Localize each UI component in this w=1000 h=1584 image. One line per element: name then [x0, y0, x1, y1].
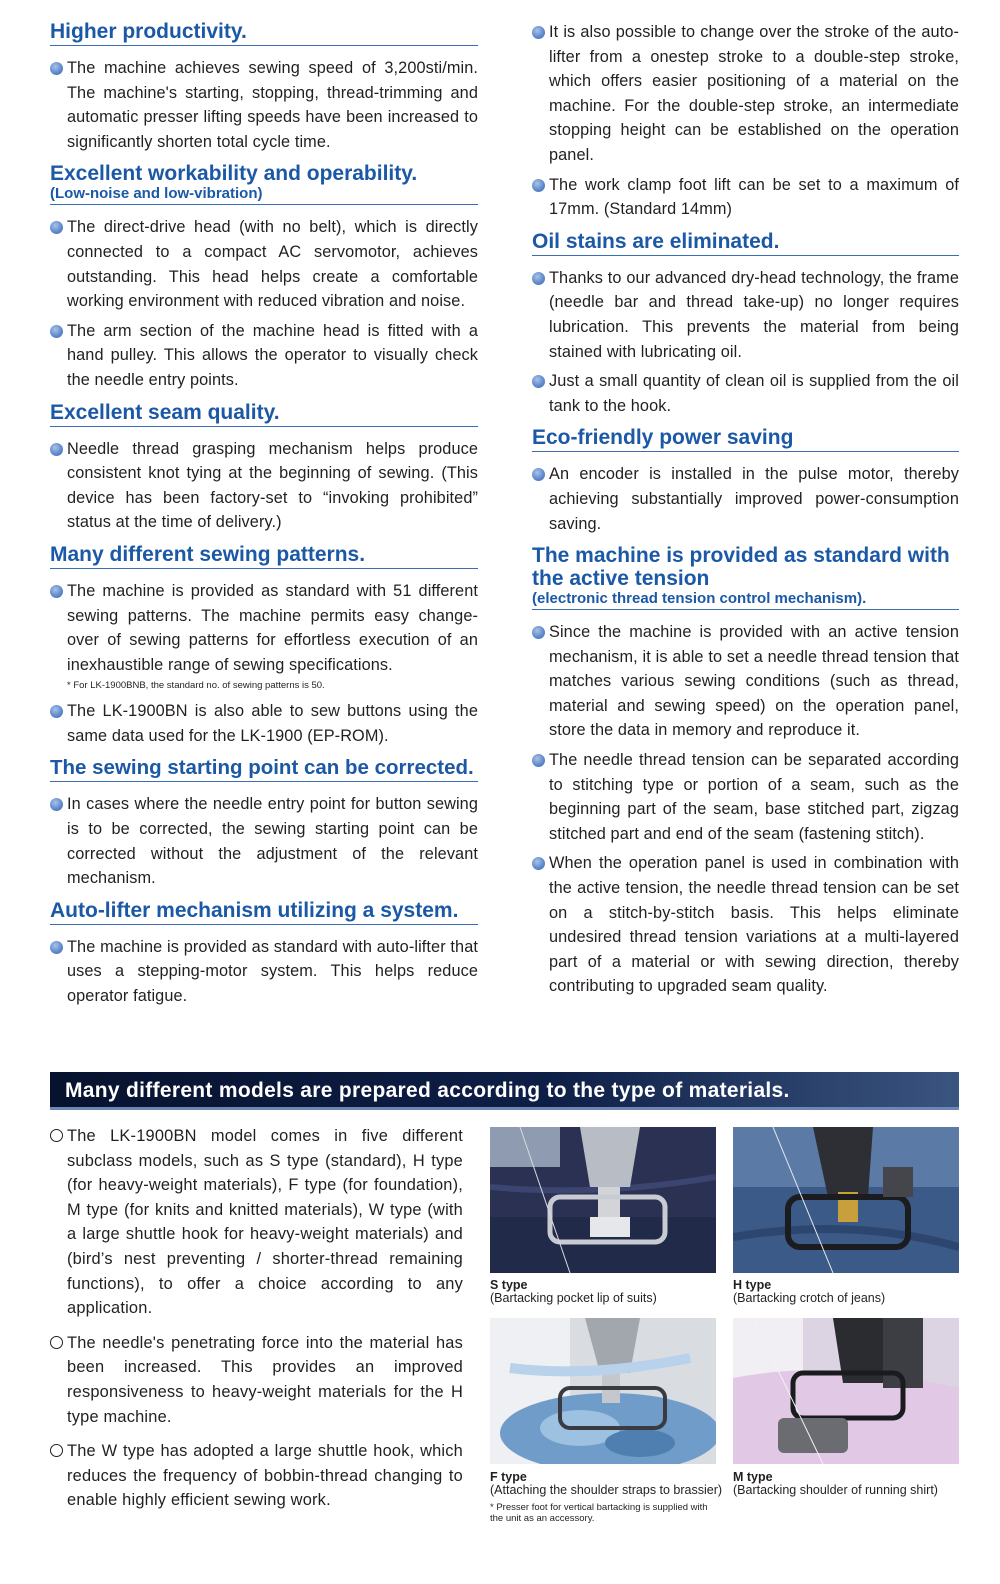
bullet-dot-icon — [532, 375, 545, 388]
photo-caption: S type (Bartacking pocket lip of suits) — [490, 1278, 657, 1305]
circle-bullet-icon — [50, 1129, 63, 1142]
photo-caption: H type (Bartacking crotch of jeans) — [733, 1278, 886, 1305]
bullet-item: The machine is provided as standard with auto-lifter that uses a stepping-motor system. This helps reduce operator fatigue. — [50, 935, 478, 1009]
bullet-dot-icon — [532, 272, 545, 285]
bullet-item: An encoder is installed in the pulse motor, thereby achieving substantially improved power-consumption saving. — [532, 462, 959, 536]
bullet-item: The W type has adopted a large shuttle hook, which reduces the frequency of bobbin-thread changing to enable highly efficient sewing work. — [50, 1439, 463, 1513]
section-heading: Higher productivity. — [50, 20, 478, 46]
bullet-dot-icon — [532, 626, 545, 639]
models-banner — [50, 1072, 959, 1110]
bullet-item: The needle's penetrating force into the material has been increased. This provides an improved responsiveness to heavy-weight materials for the H type machine. — [50, 1331, 463, 1429]
bullet-dot-icon — [532, 26, 545, 39]
bullet-dot-icon — [532, 179, 545, 192]
photo-h-type — [733, 1127, 959, 1273]
section-power-saving — [532, 426, 959, 536]
section-oil-stains — [532, 230, 959, 419]
bullet-item: Thanks to our advanced dry-head technology, the frame (needle bar and thread take-up) no longer requires lubrication. This prevents the material from being stained with lubricating oil. — [532, 266, 959, 364]
section-sewing-patterns — [50, 543, 478, 749]
bullet-item: In cases where the needle entry point for button sewing is to be corrected, the sewing starting point can be corrected without the adjustment of the relevant mechanism. — [50, 792, 478, 890]
section-subheading: (electronic thread tension control mechanism). — [532, 590, 867, 608]
photo-footnote: * Presser foot for vertical bartacking is supplied with the unit as an accessory. — [490, 1502, 708, 1524]
photo-caption: F type (Attaching the shoulder straps to brassier) — [490, 1470, 723, 1497]
bullet-dot-icon — [50, 325, 63, 338]
models-description — [50, 1124, 463, 1523]
section-seam-quality — [50, 401, 478, 535]
section-heading: The machine is provided as standard with the active tension (electronic thread tension control mechanism). — [532, 544, 959, 610]
section-higher-productivity — [50, 20, 478, 154]
section-workability — [50, 162, 478, 392]
section-heading: Oil stains are eliminated. — [532, 230, 959, 256]
circle-bullet-icon — [50, 1444, 63, 1457]
bullet-dot-icon — [532, 857, 545, 870]
bullet-item: When the operation panel is used in combination with the active tension, the needle thread tension can be set on a stitch-by-stitch basis. This helps eliminate undesired thread tension variations at a multi-layered part of a material or with sewing direction, thereby contributing to upgraded seam quality. — [532, 851, 959, 999]
bullet-dot-icon — [532, 468, 545, 481]
right-column — [532, 20, 959, 1007]
section-heading: Many different sewing patterns. — [50, 543, 478, 569]
bullet-item: The LK-1900BN model comes in five different subclass models, such as S type (standard), H type (for heavy-weight materials), F type (for foundation), M type (for knits and knitted materials), W type (with a large shuttle hook for heavy-weight materials) and (bird’s nest preventing / shorter-thread remaining functions), to offer a choice according to any application. — [50, 1124, 463, 1321]
bullet-dot-icon — [50, 705, 63, 718]
section-heading: Excellent workability and operability. (Low-noise and low-vibration) — [50, 162, 478, 205]
circle-bullet-icon — [50, 1336, 63, 1349]
photo-m-type — [733, 1318, 959, 1464]
section-active-tension — [532, 544, 959, 999]
bullet-item: The work clamp foot lift can be set to a maximum of 17mm. (Standard 14mm) — [532, 173, 959, 222]
bullet-item: The machine achieves sewing speed of 3,200sti/min. The machine's starting, stopping, thread-trimming and automatic presser lifting speeds have been increased to significantly shorten total cycle time. — [50, 56, 478, 154]
section-heading: Eco-friendly power saving — [532, 426, 959, 452]
photo-caption: M type (Bartacking shoulder of running shirt) — [733, 1470, 938, 1497]
left-column — [50, 20, 478, 1017]
bullet-item: Since the machine is provided with an active tension mechanism, it is able to set a needle thread tension that matches various sewing conditions (such as thread, material and sewing speed) on the operation panel, store the data in memory and reproduce it. — [532, 620, 959, 743]
bullet-dot-icon — [50, 941, 63, 954]
bullet-item: The arm section of the machine head is fitted with a hand pulley. This allows the operator to visually check the needle entry points. — [50, 319, 478, 393]
bullet-dot-icon — [532, 754, 545, 767]
bullet-item: The direct-drive head (with no belt), which is directly connected to a compact AC servomotor, achieves outstanding. This head helps create a comfortable working environment with reduced vibration and noise. — [50, 215, 478, 313]
photo-s-type — [490, 1127, 716, 1273]
photo-f-type — [490, 1318, 716, 1464]
section-heading: The sewing starting point can be corrected. — [50, 756, 478, 782]
section-starting-point — [50, 756, 478, 890]
footnote: * For LK-1900BNB, the standard no. of sewing patterns is 50. — [67, 680, 325, 692]
banner-title: Many different models are prepared according to the type of materials. — [65, 1079, 790, 1102]
section-heading: Auto-lifter mechanism utilizing a system. — [50, 899, 478, 925]
bullet-dot-icon — [50, 585, 63, 598]
bullet-dot-icon — [50, 221, 63, 234]
bullet-dot-icon — [50, 62, 63, 75]
section-auto-lifter-continued — [532, 20, 959, 222]
bullet-item: The machine is provided as standard with 51 different sewing patterns. The machine permits easy change-over of sewing patterns for effortless execution of an inexhaustible range of sewing specifications. — [50, 579, 478, 677]
section-subheading: (Low-noise and low-vibration) — [50, 185, 263, 203]
section-auto-lifter — [50, 899, 478, 1009]
section-heading: Excellent seam quality. — [50, 401, 478, 427]
bullet-item: Just a small quantity of clean oil is supplied from the oil tank to the hook. — [532, 369, 959, 418]
bullet-item: It is also possible to change over the stroke of the auto-lifter from a onestep stroke to a double-step stroke, which offers easier positioning of a material on the machine. For the double-step stroke, an intermediate stopping height can be established on the operation panel. — [532, 20, 959, 168]
bullet-dot-icon — [50, 798, 63, 811]
bullet-dot-icon — [50, 443, 63, 456]
bullet-item: The needle thread tension can be separated according to stitching type or portion of a seam, such as the beginning part of the seam, base stitched part, zigzag stitched part and end of the seam (fastening stitch). — [532, 748, 959, 846]
bullet-item: Needle thread grasping mechanism helps produce consistent knot tying at the beginning of sewing. (This device has been factory-set to “invoking prohibited” status at the time of delivery.) — [50, 437, 478, 535]
bullet-item: The LK-1900BN is also able to sew buttons using the same data used for the LK-1900 (EP-ROM). — [50, 699, 478, 748]
